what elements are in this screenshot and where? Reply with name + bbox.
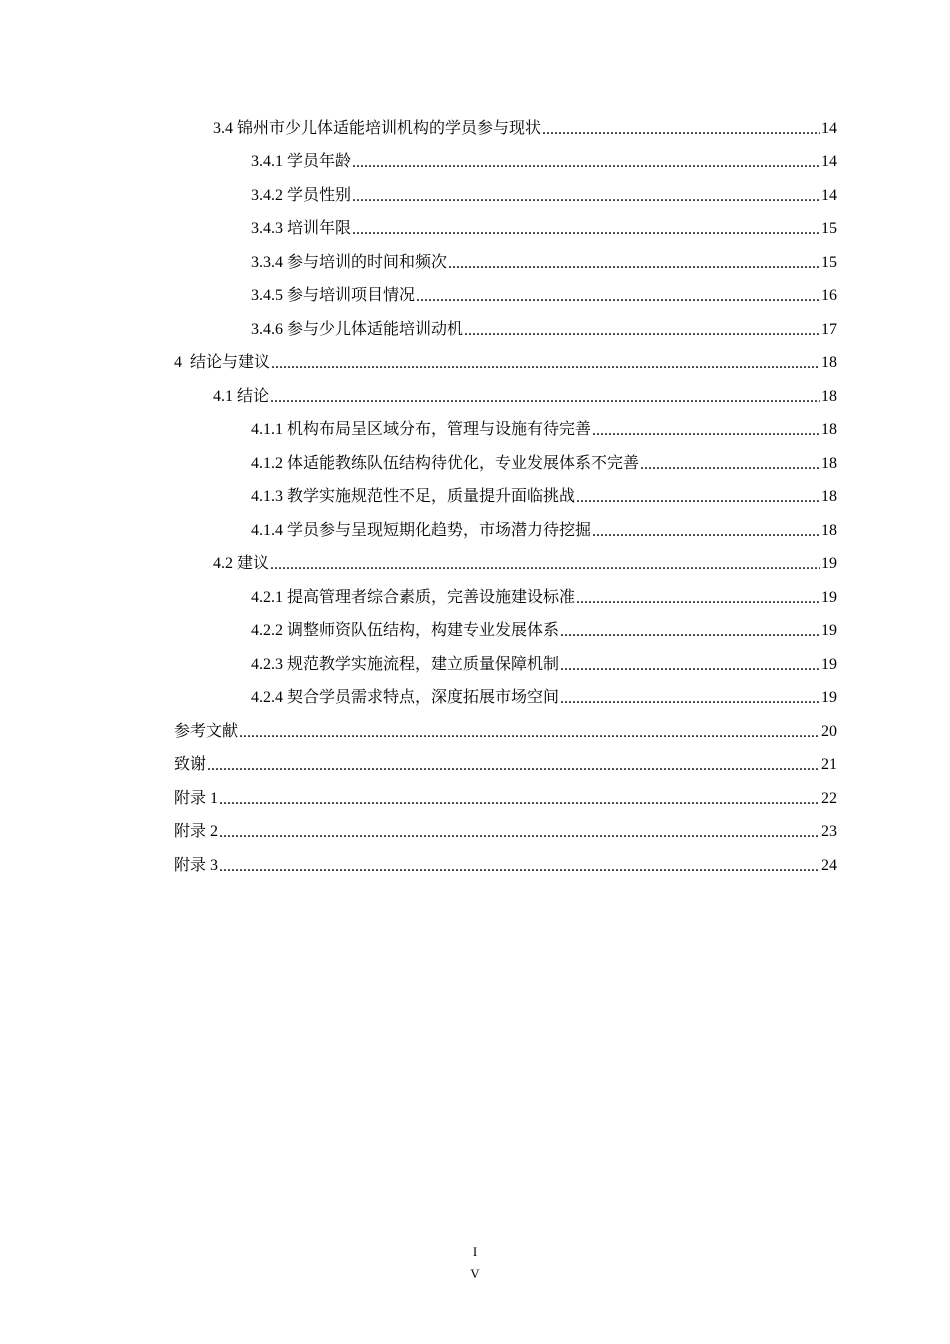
toc-entry-leader <box>560 622 820 642</box>
page-number-line-1: I <box>472 1244 478 1259</box>
toc-entry <box>0 514 950 548</box>
toc-entry-leader <box>560 656 820 676</box>
toc-entry-leader <box>219 790 820 810</box>
toc-entry-leader <box>352 220 820 240</box>
toc-entry-title: 4.2.2 调整师资队伍结构，构建专业发展体系 <box>251 622 560 640</box>
toc-entry-title: 3.4.1 学员年龄 <box>251 153 352 171</box>
toc-entry-page: 23 <box>821 823 837 841</box>
toc-entry <box>0 581 950 615</box>
toc-entry-page: 20 <box>821 722 837 740</box>
toc-entry <box>0 213 950 247</box>
toc-entry-page: 18 <box>821 421 837 439</box>
toc-entry-leader <box>448 254 820 274</box>
toc-entry <box>0 548 950 582</box>
toc-entry <box>0 447 950 481</box>
toc-entry-title: 4.1.1 机构布局呈区域分布，管理与设施有待完善 <box>251 421 592 439</box>
toc-entry <box>0 414 950 448</box>
toc-entry-leader <box>640 455 820 475</box>
toc-entry-title: 3.4 锦州市少儿体适能培训机构的学员参与现状 <box>213 119 542 137</box>
toc-entry <box>0 682 950 716</box>
toc-entry-leader <box>576 488 820 508</box>
toc-entry-title: 3.4.2 学员性别 <box>251 186 352 204</box>
toc-entry-leader <box>592 522 820 542</box>
toc-entry-leader <box>271 354 820 374</box>
toc-entry <box>0 749 950 783</box>
toc-entry-leader <box>270 555 820 575</box>
toc-entry-title: 3.4.3 培训年限 <box>251 220 352 238</box>
toc-entry-title: 3.4.6 参与少儿体适能培训动机 <box>251 320 464 338</box>
toc-entry-page: 18 <box>821 354 837 372</box>
toc-entry-page: 19 <box>821 689 837 707</box>
toc-entry-title: 附录 3 <box>174 856 219 874</box>
toc-entry-page: 15 <box>821 220 837 238</box>
table-of-contents <box>0 112 950 883</box>
toc-entry-leader <box>352 187 820 207</box>
toc-entry-leader <box>416 287 820 307</box>
toc-entry-leader <box>219 823 820 843</box>
toc-entry-leader <box>542 120 820 140</box>
toc-entry-page: 18 <box>821 521 837 539</box>
toc-entry-title: 致谢 <box>174 756 207 774</box>
toc-entry-page: 14 <box>821 119 837 137</box>
toc-entry-leader <box>270 388 820 408</box>
toc-entry-title: 4 结论与建议 <box>174 354 271 372</box>
toc-entry-title: 参考文献 <box>174 722 239 740</box>
toc-entry-title: 3.3.4 参与培训的时间和频次 <box>251 253 448 271</box>
toc-entry <box>0 246 950 280</box>
toc-entry-page: 14 <box>821 153 837 171</box>
toc-entry-title: 4.1.2 体适能教练队伍结构待优化，专业发展体系不完善 <box>251 454 640 472</box>
toc-entry <box>0 715 950 749</box>
toc-entry-page: 15 <box>821 253 837 271</box>
toc-entry <box>0 313 950 347</box>
toc-entry-title: 附录 2 <box>174 823 219 841</box>
toc-entry <box>0 347 950 381</box>
toc-entry-page: 18 <box>821 387 837 405</box>
toc-entry-title: 3.4.5 参与培训项目情况 <box>251 287 416 305</box>
toc-entry-leader <box>560 689 820 709</box>
toc-entry-leader <box>352 153 820 173</box>
toc-entry-page: 19 <box>821 622 837 640</box>
toc-entry-title: 4.2 建议 <box>213 555 270 573</box>
toc-entry <box>0 782 950 816</box>
toc-entry-page: 14 <box>821 186 837 204</box>
toc-entry-page: 17 <box>821 320 837 338</box>
toc-entry <box>0 816 950 850</box>
toc-entry <box>0 615 950 649</box>
toc-entry <box>0 849 950 883</box>
toc-entry-page: 19 <box>821 555 837 573</box>
toc-entry <box>0 280 950 314</box>
toc-entry-leader <box>207 756 820 776</box>
toc-entry-title: 4.1 结论 <box>213 387 270 405</box>
page-number-line-2: V <box>470 1266 480 1281</box>
toc-entry-page: 21 <box>821 756 837 774</box>
toc-entry-title: 附录 1 <box>174 789 219 807</box>
toc-entry-page: 19 <box>821 588 837 606</box>
toc-entry-leader <box>464 321 820 341</box>
toc-entry <box>0 146 950 180</box>
toc-entry-leader <box>219 857 820 877</box>
toc-entry-leader <box>239 723 820 743</box>
toc-entry-page: 18 <box>821 454 837 472</box>
toc-entry-page: 24 <box>821 856 837 874</box>
toc-entry <box>0 481 950 515</box>
toc-entry-title: 4.1.3 教学实施规范性不足，质量提升面临挑战 <box>251 488 576 506</box>
toc-entry-page: 16 <box>821 287 837 305</box>
toc-entry <box>0 648 950 682</box>
toc-entry-page: 18 <box>821 488 837 506</box>
toc-entry-title: 4.2.4 契合学员需求特点，深度拓展市场空间 <box>251 689 560 707</box>
toc-entry-title: 4.1.4 学员参与呈现短期化趋势，市场潜力待挖掘 <box>251 521 592 539</box>
toc-entry-page: 19 <box>821 655 837 673</box>
toc-entry-leader <box>576 589 820 609</box>
toc-entry-title: 4.2.1 提高管理者综合素质，完善设施建设标准 <box>251 588 576 606</box>
toc-entry <box>0 179 950 213</box>
toc-entry-title: 4.2.3 规范教学实施流程，建立质量保障机制 <box>251 655 560 673</box>
toc-entry <box>0 112 950 146</box>
toc-entry <box>0 380 950 414</box>
toc-entry-leader <box>592 421 820 441</box>
toc-entry-page: 22 <box>821 789 837 807</box>
